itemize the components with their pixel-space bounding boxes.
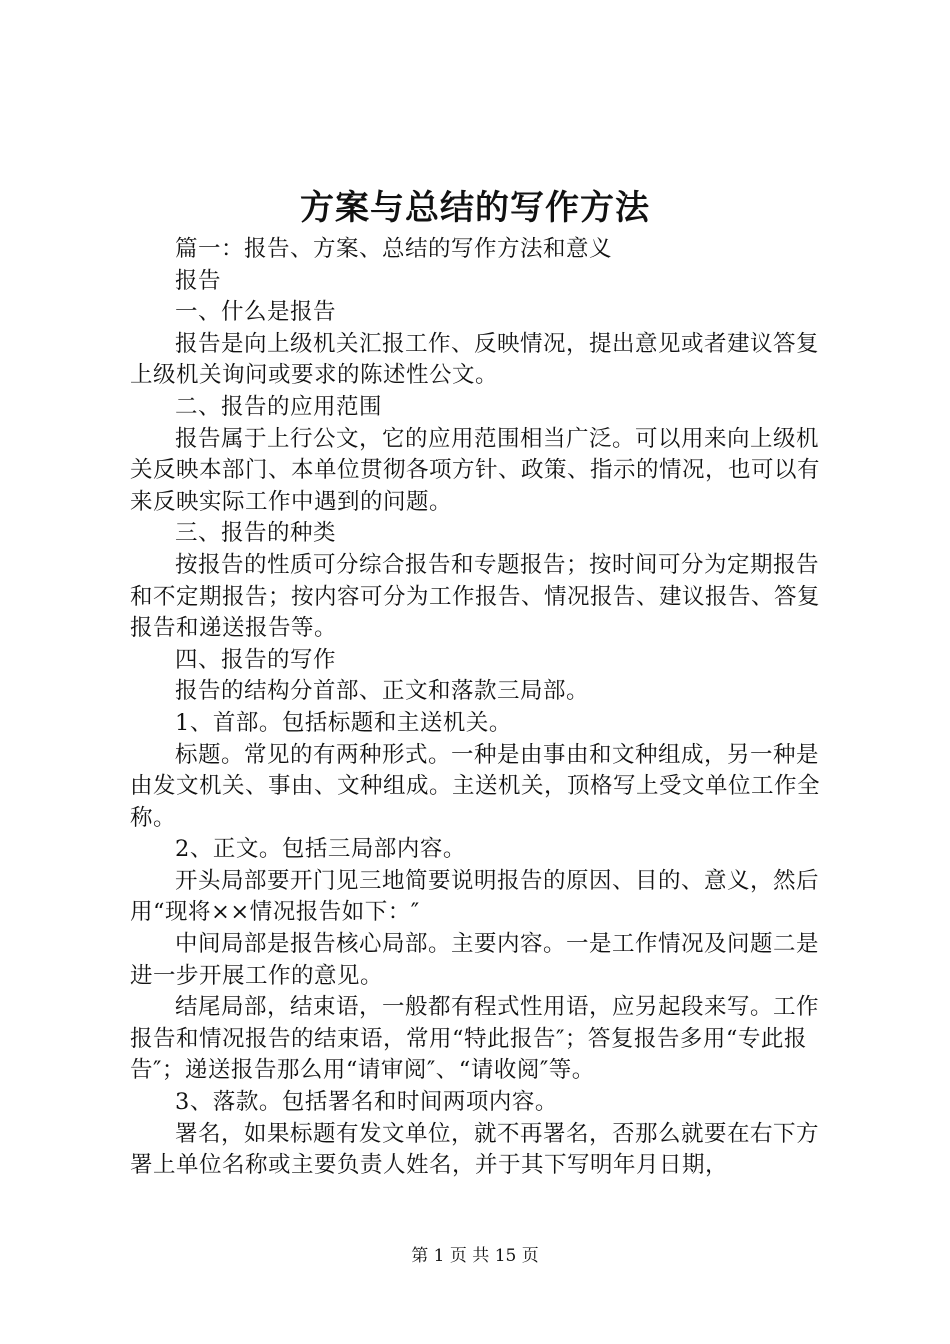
- paragraph: 开头局部要开门见三地简要说明报告的原因、目的、意义，然后用“现将××情况报告如下：″: [130, 867, 820, 926]
- paragraph: 结尾局部，结束语，一般都有程式性用语，应另起段来写。工作报告和情况报告的结束语，常用“特此报告″；答复报告多用“专此报告″；递送报告那么用“请审阅″、“请收阅″等。: [130, 994, 820, 1084]
- paragraph-heading: 篇一：报告、方案、总结的写作方法和意义: [175, 236, 613, 262]
- paragraph-subheading: 一、什么是报告: [175, 299, 337, 326]
- paragraph: 1、首部。包括标题和主送机关。: [175, 709, 512, 736]
- paragraph: 报告属于上行公文，它的应用范围相当广泛。可以用来向上级机关反映本部门、本单位贯彻各项方针、政策、指示的情况，也可以有来反映实际工作中遇到的问题。: [130, 425, 821, 515]
- paragraph: 中间局部是报告核心局部。主要内容。一是工作情况及问题二是进一步开展工作的意见。: [130, 931, 820, 989]
- document-body: [130, 234, 840, 1182]
- paragraph: 按报告的性质可分综合报告和专题报告；按时间可分为定期报告和不定期报告；按内容可分为工作报告、情况报告、建议报告、答复报告和递送报告等。: [130, 551, 821, 642]
- paragraph-subheading: 三、报告的种类: [175, 520, 337, 547]
- paragraph: 报告的结构分首部、正文和落款三局部。: [175, 678, 590, 705]
- paragraph: 标题。常见的有两种形式。一种是由事由和文种组成，另一种是由发文机关、事由、文种组成。主送机关，顶格写上受文单位工作全称。: [130, 741, 821, 831]
- paragraph-subheading: 四、报告的写作: [175, 646, 337, 673]
- paragraph: 3、落款。包括署名和时间两项内容。: [175, 1089, 558, 1116]
- paragraph-section: 报告: [175, 267, 222, 294]
- paragraph: 署名，如果标题有发文单位，就不再署名，否那么就要在右下方署上单位名称或主要负责人姓名，并于其下写明年月日期，: [130, 1120, 820, 1179]
- page-number-footer: 第 1 页 共 15 页: [411, 1246, 539, 1266]
- paragraph: 2、正文。包括三局部内容。: [175, 836, 466, 863]
- document-title: 方案与总结的写作方法: [300, 188, 650, 228]
- paragraph: 报告是向上级机关汇报工作、反映情况，提出意见或者建议答复上级机关询问或要求的陈述性公文。: [130, 330, 820, 389]
- paragraph-subheading: 二、报告的应用范围: [175, 393, 383, 420]
